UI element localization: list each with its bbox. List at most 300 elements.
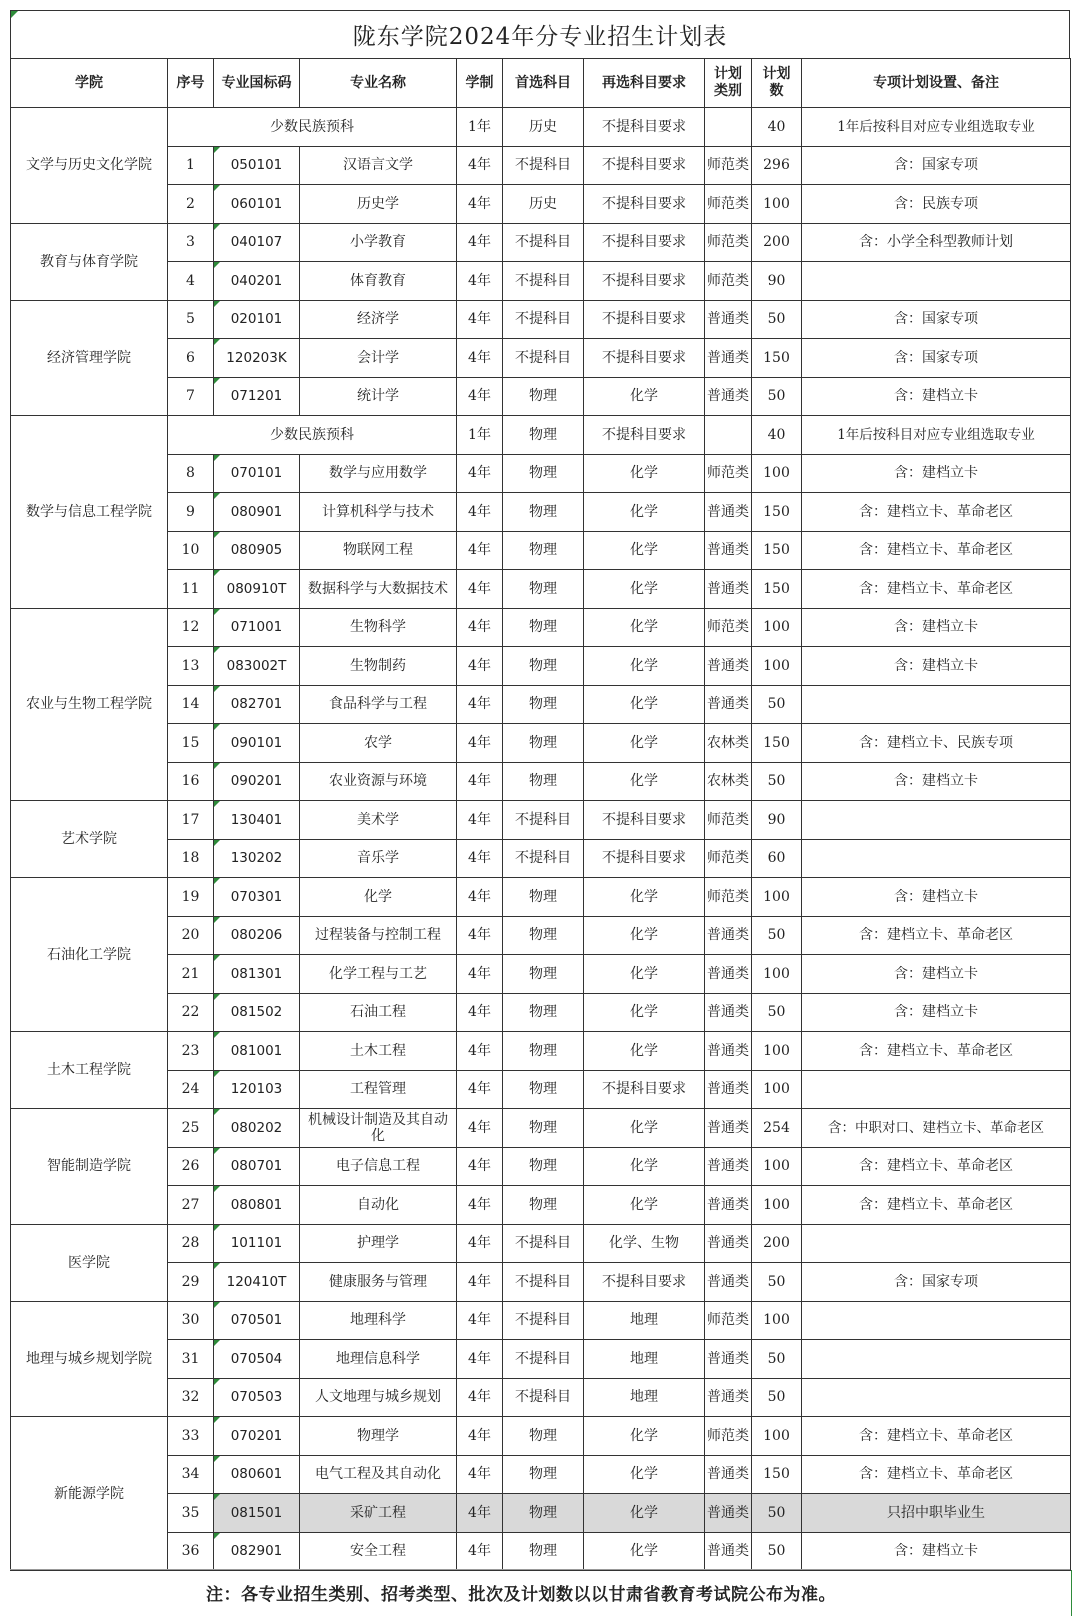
code-cell: 070101 [214,454,300,493]
notes-cell: 含：建档立卡 [802,647,1071,686]
header-name: 专业名称 [300,59,457,108]
notes-cell: 只招中职毕业生 [802,1494,1071,1533]
program-name-cell: 农学 [300,724,457,763]
table-row [11,762,1071,801]
prep-row [11,416,1071,455]
notes-cell: 含：建档立卡 [802,454,1071,493]
second-subject-cell: 化学 [584,1032,705,1071]
seq-cell: 13 [168,647,214,686]
years-cell: 4年 [457,1494,503,1533]
years-cell: 4年 [457,1340,503,1379]
second-subject-cell: 化学 [584,570,705,609]
category-cell: 普通类 [705,493,752,532]
category-cell [705,108,752,147]
code-cell: 120410T [214,1263,300,1302]
notes-cell: 含：建档立卡 [802,608,1071,647]
category-cell: 普通类 [705,339,752,378]
code-cell: 080701 [214,1147,300,1186]
first-subject-cell: 物理 [503,1186,584,1225]
notes-cell: 含：建档立卡 [802,878,1071,917]
second-subject-cell: 化学 [584,685,705,724]
first-subject-cell: 不提科目 [503,1263,584,1302]
category-cell: 普通类 [705,993,752,1032]
second-subject-cell: 地理 [584,1378,705,1417]
count-cell: 90 [752,262,802,301]
first-subject-cell: 不提科目 [503,146,584,185]
first-subject-cell: 物理 [503,1032,584,1071]
years-cell: 4年 [457,1224,503,1263]
second-subject-cell: 不提科目要求 [584,223,705,262]
years-cell: 4年 [457,801,503,840]
second-subject-cell: 化学 [584,724,705,763]
program-name-cell: 汉语言文学 [300,146,457,185]
table-row [11,146,1071,185]
college-cell: 石油化工学院 [11,878,168,1032]
second-subject-cell: 化学 [584,1455,705,1494]
count-cell: 50 [752,1263,802,1302]
program-name-cell: 小学教育 [300,223,457,262]
second-subject-cell: 不提科目要求 [584,262,705,301]
years-cell: 4年 [457,262,503,301]
count-cell: 100 [752,878,802,917]
years-cell: 4年 [457,300,503,339]
code-cell: 070503 [214,1378,300,1417]
years-cell: 4年 [457,223,503,262]
category-cell: 普通类 [705,300,752,339]
second-subject-cell: 化学 [584,1417,705,1456]
code-cell: 090101 [214,724,300,763]
category-cell: 普通类 [705,1340,752,1379]
years-cell: 4年 [457,916,503,955]
years-cell: 4年 [457,339,503,378]
code-cell: 080601 [214,1455,300,1494]
years-cell: 4年 [457,454,503,493]
count-cell: 50 [752,685,802,724]
code-cell: 040201 [214,262,300,301]
table-title-box [10,10,1070,58]
category-cell: 普通类 [705,1494,752,1533]
program-name-cell: 地理信息科学 [300,1340,457,1379]
code-cell: 080206 [214,916,300,955]
category-cell: 师范类 [705,1417,752,1456]
notes-cell [802,801,1071,840]
table-row [11,1032,1071,1071]
notes-cell: 含：建档立卡 [802,955,1071,994]
program-name-cell: 美术学 [300,801,457,840]
code-cell: 120103 [214,1070,300,1109]
seq-cell: 6 [168,339,214,378]
first-subject-cell: 物理 [503,685,584,724]
code-cell: 060101 [214,185,300,224]
count-cell: 100 [752,1032,802,1071]
first-subject-cell: 物理 [503,1109,584,1148]
code-cell: 070301 [214,878,300,917]
code-cell: 080901 [214,493,300,532]
category-cell: 师范类 [705,185,752,224]
count-cell: 50 [752,762,802,801]
years-cell: 4年 [457,1455,503,1494]
notes-cell: 含：建档立卡 [802,377,1071,416]
second-subject-cell: 化学 [584,608,705,647]
code-cell: 130202 [214,839,300,878]
table-row [11,647,1071,686]
years-cell: 4年 [457,878,503,917]
code-cell: 071201 [214,377,300,416]
first-subject-cell: 不提科目 [503,339,584,378]
college-cell: 地理与城乡规划学院 [11,1301,168,1417]
header-seq: 序号 [168,59,214,108]
years-cell: 4年 [457,570,503,609]
code-cell: 070501 [214,1301,300,1340]
code-cell: 080801 [214,1186,300,1225]
count-cell: 100 [752,955,802,994]
table-row [11,801,1071,840]
program-name-cell: 机械设计制造及其自动化 [300,1109,457,1148]
category-cell: 普通类 [705,647,752,686]
code-cell: 020101 [214,300,300,339]
years-cell: 4年 [457,724,503,763]
table-row [11,262,1071,301]
first-subject-cell: 不提科目 [503,1340,584,1379]
count-cell: 150 [752,493,802,532]
first-subject-cell: 不提科目 [503,839,584,878]
years-cell: 4年 [457,146,503,185]
category-cell: 师范类 [705,454,752,493]
years-cell: 4年 [457,1378,503,1417]
years-cell: 4年 [457,839,503,878]
count-cell: 150 [752,1455,802,1494]
category-cell: 师范类 [705,608,752,647]
seq-cell: 15 [168,724,214,763]
second-subject-cell: 化学 [584,1532,705,1571]
category-cell: 农林类 [705,762,752,801]
count-cell: 50 [752,1340,802,1379]
years-cell: 4年 [457,1263,503,1302]
table-row [11,685,1071,724]
program-name-cell: 音乐学 [300,839,457,878]
table-body [11,108,1071,1571]
category-cell: 师范类 [705,801,752,840]
table-row [11,1532,1071,1571]
category-cell: 普通类 [705,1224,752,1263]
notes-cell: 含：建档立卡、革命老区 [802,531,1071,570]
count-cell: 50 [752,993,802,1032]
first-subject-cell: 物理 [503,416,584,455]
program-name-cell: 化学工程与工艺 [300,955,457,994]
category-cell: 普通类 [705,1532,752,1571]
category-cell: 师范类 [705,146,752,185]
table-row [11,955,1071,994]
years-cell: 4年 [457,531,503,570]
notes-cell: 含：建档立卡 [802,993,1071,1032]
program-name-cell: 护理学 [300,1224,457,1263]
program-name-cell: 历史学 [300,185,457,224]
count-cell: 100 [752,454,802,493]
seq-cell: 29 [168,1263,214,1302]
category-cell: 师范类 [705,262,752,301]
first-subject-cell: 物理 [503,454,584,493]
count-cell: 150 [752,570,802,609]
first-subject-cell: 物理 [503,993,584,1032]
notes-cell: 含：国家专项 [802,146,1071,185]
program-name-cell: 采矿工程 [300,1494,457,1533]
seq-cell: 25 [168,1109,214,1148]
seq-cell: 11 [168,570,214,609]
count-cell: 40 [752,416,802,455]
count-cell: 150 [752,724,802,763]
header-second-subject: 再选科目要求 [584,59,705,108]
years-cell: 4年 [457,955,503,994]
seq-cell: 27 [168,1186,214,1225]
second-subject-cell: 地理 [584,1301,705,1340]
count-cell: 90 [752,801,802,840]
seq-cell: 35 [168,1494,214,1533]
seq-cell: 19 [168,878,214,917]
notes-cell: 含：建档立卡 [802,762,1071,801]
count-cell: 50 [752,1378,802,1417]
program-name-cell: 自动化 [300,1186,457,1225]
table-row [11,1186,1071,1225]
years-cell: 4年 [457,608,503,647]
category-cell [705,416,752,455]
table-row [11,1494,1071,1533]
notes-cell: 含：建档立卡、革命老区 [802,1147,1071,1186]
seq-cell: 20 [168,916,214,955]
table-row [11,878,1071,917]
code-cell: 082701 [214,685,300,724]
corner-mark [11,11,18,18]
seq-cell: 26 [168,1147,214,1186]
first-subject-cell: 不提科目 [503,1224,584,1263]
merged-program-cell: 少数民族预科 [168,108,457,147]
code-cell: 082901 [214,1532,300,1571]
first-subject-cell: 物理 [503,1455,584,1494]
count-cell: 50 [752,1494,802,1533]
second-subject-cell: 化学 [584,916,705,955]
table-row [11,993,1071,1032]
category-cell: 普通类 [705,1455,752,1494]
program-name-cell: 会计学 [300,339,457,378]
table-row [11,570,1071,609]
program-name-cell: 健康服务与管理 [300,1263,457,1302]
edge-mark [1071,1570,1072,1616]
notes-cell [802,1378,1071,1417]
header-years: 学制 [457,59,503,108]
category-cell: 普通类 [705,1109,752,1148]
years-cell: 4年 [457,993,503,1032]
program-name-cell: 电气工程及其自动化 [300,1455,457,1494]
first-subject-cell: 物理 [503,570,584,609]
notes-cell: 含：建档立卡、民族专项 [802,724,1071,763]
second-subject-cell: 化学 [584,1109,705,1148]
code-cell: 050101 [214,146,300,185]
seq-cell: 10 [168,531,214,570]
category-cell: 师范类 [705,839,752,878]
years-cell: 4年 [457,1301,503,1340]
table-row [11,839,1071,878]
first-subject-cell: 历史 [503,108,584,147]
seq-cell: 22 [168,993,214,1032]
first-subject-cell: 历史 [503,185,584,224]
college-cell: 文学与历史文化学院 [11,108,168,224]
prep-row [11,108,1071,147]
category-cell: 普通类 [705,1070,752,1109]
code-cell: 070504 [214,1340,300,1379]
program-name-cell: 工程管理 [300,1070,457,1109]
seq-cell: 33 [168,1417,214,1456]
table-row [11,1147,1071,1186]
program-name-cell: 过程装备与控制工程 [300,916,457,955]
second-subject-cell: 不提科目要求 [584,339,705,378]
category-cell: 师范类 [705,223,752,262]
category-cell: 普通类 [705,1032,752,1071]
count-cell: 50 [752,300,802,339]
years-cell: 4年 [457,1070,503,1109]
table-row [11,724,1071,763]
first-subject-cell: 物理 [503,916,584,955]
college-cell: 数学与信息工程学院 [11,416,168,609]
program-name-cell: 数学与应用数学 [300,454,457,493]
notes-cell [802,262,1071,301]
second-subject-cell: 不提科目要求 [584,801,705,840]
second-subject-cell: 不提科目要求 [584,839,705,878]
first-subject-cell: 物理 [503,1532,584,1571]
category-cell: 师范类 [705,1301,752,1340]
college-cell: 艺术学院 [11,801,168,878]
code-cell: 071001 [214,608,300,647]
first-subject-cell: 不提科目 [503,300,584,339]
years-cell: 1年 [457,416,503,455]
count-cell: 200 [752,1224,802,1263]
seq-cell: 17 [168,801,214,840]
first-subject-cell: 物理 [503,724,584,763]
count-cell: 50 [752,1532,802,1571]
years-cell: 4年 [457,1109,503,1148]
second-subject-cell: 不提科目要求 [584,108,705,147]
first-subject-cell: 物理 [503,377,584,416]
first-subject-cell: 物理 [503,608,584,647]
notes-cell: 含：建档立卡、革命老区 [802,570,1071,609]
first-subject-cell: 不提科目 [503,801,584,840]
category-cell: 普通类 [705,955,752,994]
college-cell: 土木工程学院 [11,1032,168,1109]
first-subject-cell: 不提科目 [503,1301,584,1340]
count-cell: 100 [752,608,802,647]
second-subject-cell: 化学 [584,762,705,801]
seq-cell: 23 [168,1032,214,1071]
second-subject-cell: 不提科目要求 [584,416,705,455]
count-cell: 100 [752,1070,802,1109]
years-cell: 4年 [457,1032,503,1071]
first-subject-cell: 不提科目 [503,262,584,301]
notes-cell: 含：建档立卡、革命老区 [802,1186,1071,1225]
years-cell: 4年 [457,1417,503,1456]
table-row [11,1263,1071,1302]
category-cell: 普通类 [705,1186,752,1225]
seq-cell: 9 [168,493,214,532]
college-cell: 新能源学院 [11,1417,168,1571]
second-subject-cell: 化学 [584,493,705,532]
code-cell: 081301 [214,955,300,994]
table-row [11,339,1071,378]
program-name-cell: 石油工程 [300,993,457,1032]
table-row [11,608,1071,647]
code-cell: 080905 [214,531,300,570]
college-cell: 教育与体育学院 [11,223,168,300]
count-cell: 150 [752,531,802,570]
second-subject-cell: 化学 [584,531,705,570]
merged-program-cell: 少数民族预科 [168,416,457,455]
seq-cell: 18 [168,839,214,878]
table-row [11,1455,1071,1494]
seq-cell: 12 [168,608,214,647]
notes-cell [802,1224,1071,1263]
program-name-cell: 地理科学 [300,1301,457,1340]
years-cell: 4年 [457,762,503,801]
notes-cell: 含：小学全科型教师计划 [802,223,1071,262]
seq-cell: 24 [168,1070,214,1109]
enrollment-plan-table [10,58,1071,1571]
first-subject-cell: 不提科目 [503,223,584,262]
first-subject-cell: 物理 [503,1417,584,1456]
program-name-cell: 物联网工程 [300,531,457,570]
code-cell: 130401 [214,801,300,840]
notes-cell: 含：国家专项 [802,339,1071,378]
category-cell: 普通类 [705,916,752,955]
second-subject-cell: 化学 [584,1186,705,1225]
code-cell: 090201 [214,762,300,801]
first-subject-cell: 物理 [503,1147,584,1186]
header-row [11,59,1071,108]
program-name-cell: 电子信息工程 [300,1147,457,1186]
code-cell: 081501 [214,1494,300,1533]
header-college: 学院 [11,59,168,108]
table-row [11,916,1071,955]
program-name-cell: 统计学 [300,377,457,416]
program-name-cell: 经济学 [300,300,457,339]
notes-cell: 含：建档立卡 [802,1532,1071,1571]
code-cell: 101101 [214,1224,300,1263]
seq-cell: 2 [168,185,214,224]
seq-cell: 8 [168,454,214,493]
seq-cell: 4 [168,262,214,301]
code-cell: 081001 [214,1032,300,1071]
second-subject-cell: 不提科目要求 [584,1070,705,1109]
code-cell: 120203K [214,339,300,378]
years-cell: 4年 [457,493,503,532]
seq-cell: 7 [168,377,214,416]
count-cell: 150 [752,339,802,378]
college-cell: 智能制造学院 [11,1109,168,1225]
seq-cell: 34 [168,1455,214,1494]
category-cell: 师范类 [705,878,752,917]
second-subject-cell: 不提科目要求 [584,1263,705,1302]
table-row [11,223,1071,262]
seq-cell: 3 [168,223,214,262]
category-cell: 普通类 [705,531,752,570]
count-cell: 40 [752,108,802,147]
notes-cell [802,1070,1071,1109]
code-cell: 080910T [214,570,300,609]
category-cell: 普通类 [705,1378,752,1417]
table-row [11,1224,1071,1263]
program-name-cell: 化学 [300,878,457,917]
second-subject-cell: 化学 [584,878,705,917]
notes-cell: 含：建档立卡、革命老区 [802,1455,1071,1494]
second-subject-cell: 化学、生物 [584,1224,705,1263]
notes-cell: 含：民族专项 [802,185,1071,224]
second-subject-cell: 不提科目要求 [584,185,705,224]
